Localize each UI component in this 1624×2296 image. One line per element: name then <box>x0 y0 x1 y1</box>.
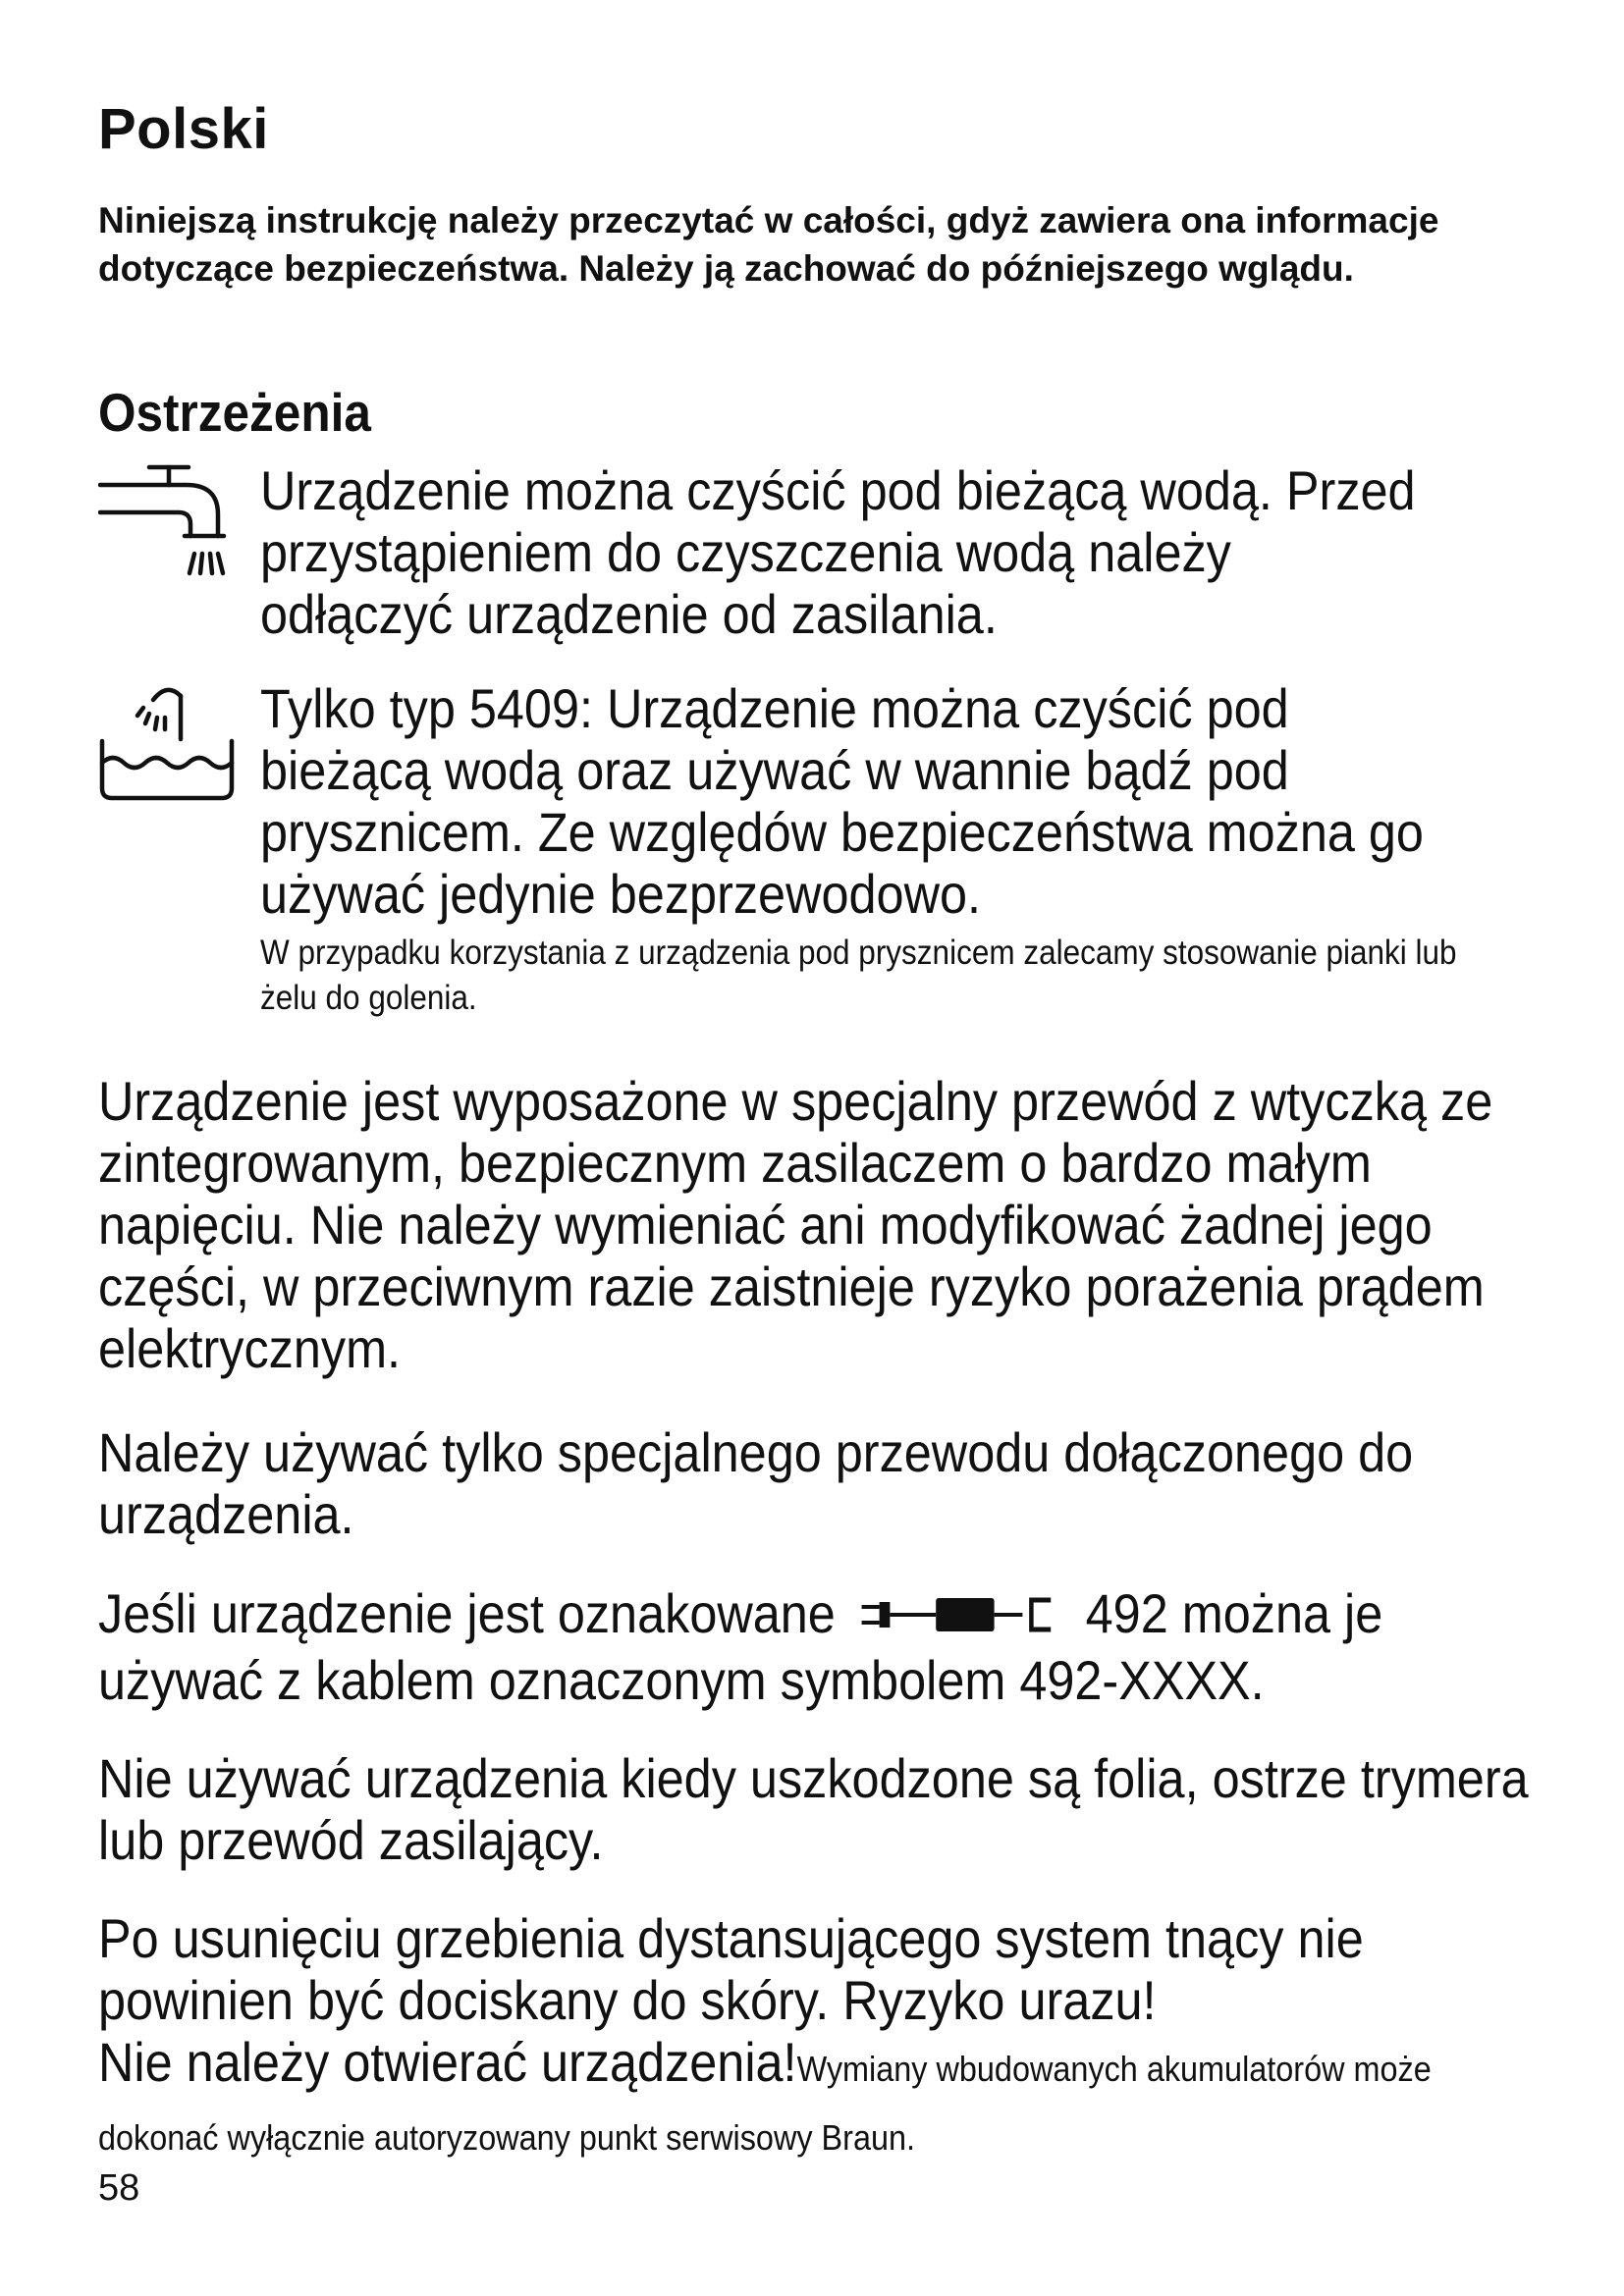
warning-text-water: Urządzenie można czyścić pod bieżącą wodą. Przed przystąpieniem do czyszczenia wodą należy odłączyć urządzenie od zasilania. <box>260 459 1416 645</box>
warning-note-shower: W przypadku korzystania z urządzenia pod prysznicem zalecamy stosowanie pianki lub żelu do golenia. <box>260 934 1457 1017</box>
marking-text-before: Jeśli urządzenie jest oznakowane <box>98 1582 836 1644</box>
comb-warning-text: Po usunięciu grzebienia dystansującego system tnący nie powinien być dociskany do skóry. Ryzyko urazu! <box>98 1907 1364 2031</box>
language-title: Polski <box>98 97 269 161</box>
paragraph-damaged-parts: Nie używać urządzenia kiedy uszkodzone są folia, ostrze trymera lub przewód zasilający. <box>98 1747 1529 1871</box>
paragraph-cable-marking <box>98 1582 1530 1711</box>
warning-text-bath: Tylko typ 5409: Urządzenie można czyścić pod bieżącą wodą oraz używać w wannie bądź pod prysznicem. Ze względów bezpieczeństwa można go używać jedynie bezprzewodowo. <box>260 677 1424 925</box>
bath-shower-icon <box>98 682 236 810</box>
warning-item-bath <box>98 677 1551 1031</box>
marking-text-after: 492 można je używać z kablem oznaczonym symbolem 492-XXXX. <box>98 1582 1383 1711</box>
do-not-open-text: Nie należy otwierać urządzenia! <box>98 2031 797 2093</box>
warning-item-water <box>98 459 1551 656</box>
paragraph-comb-warning <box>98 1907 1530 2168</box>
paragraph-use-supplied-cord: Należy używać tylko specjalnego przewodu dołączonego do urządzenia. <box>98 1421 1414 1545</box>
warnings-heading: Ostrzeżenia <box>98 382 371 443</box>
intro-notice: Niniejszą instrukcję należy przeczytać w całości, gdyż zawiera ona informacje dotyczące bezpieczeństwa. Należy ją zachować do późniejszego wglądu. <box>98 200 1439 289</box>
power-cord-symbol-icon <box>854 1587 1066 1649</box>
battery-replacement-note: Wymiany wbudowanych akumulatorów może dokonać wyłącznie autoryzowany punkt serwisowy Braun. <box>98 2049 1432 2158</box>
paragraph-special-cord: Urządzenie jest wyposażone w specjalny przewód z wtyczką ze zintegrowanym, bezpiecznym zasilaczem o bardzo małym napięciu. Nie należy wymieniać ani modyfikować żadnej jego części, w przeciwnym razie zaistnieje ryzyko porażenia prądem elektrycznym. <box>98 1070 1493 1379</box>
water-tap-icon <box>98 459 231 587</box>
page-number: 58 <box>98 2167 140 2209</box>
